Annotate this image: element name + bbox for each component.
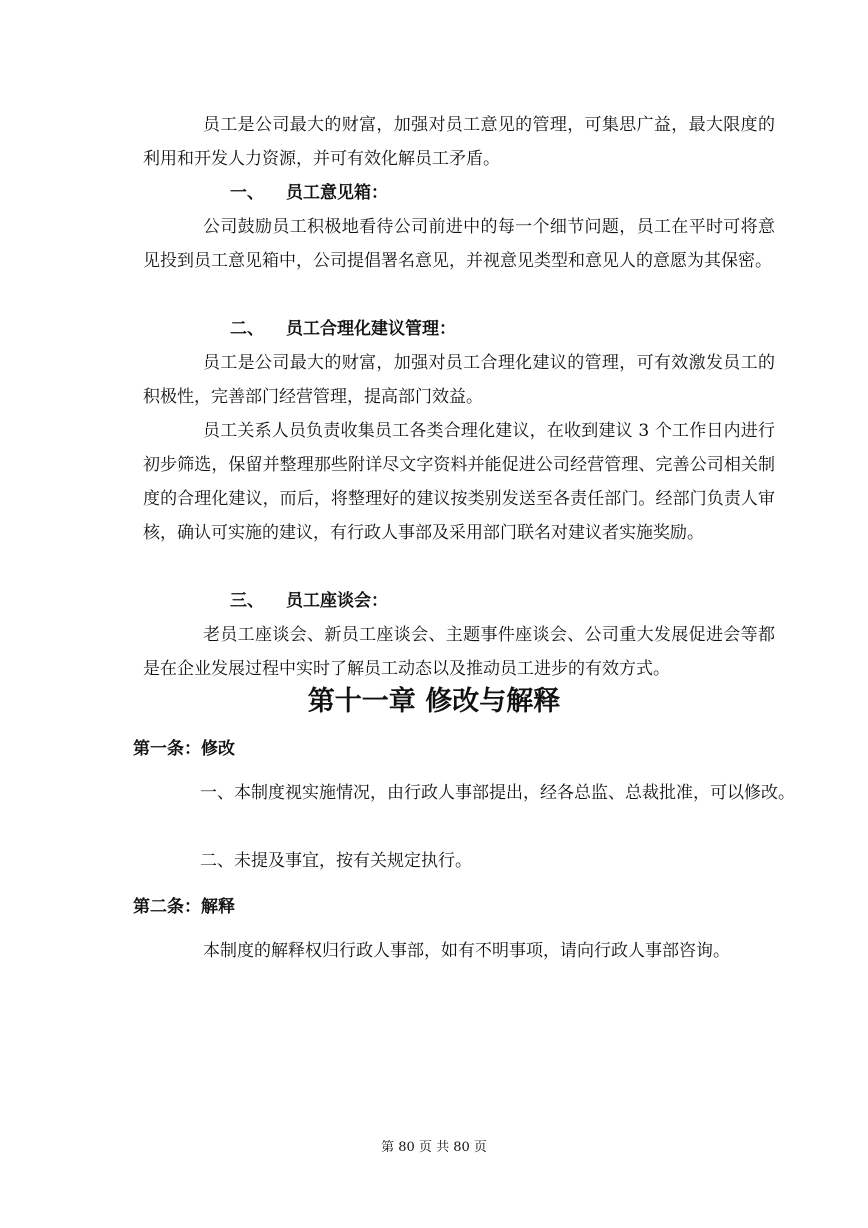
- section-title: 员工意见箱：: [286, 183, 388, 203]
- interpretation-paragraph: 本制度的解释权归行政人事部，如有不明事项，请向行政人事部咨询。: [203, 941, 730, 961]
- section-number: 一、: [230, 183, 264, 203]
- section-heading-suggestion-box: [230, 176, 388, 210]
- section-title: 员工合理化建议管理：: [286, 319, 456, 339]
- article-heading-interpretation: 第二条：解释: [133, 897, 235, 917]
- section-heading-rational-suggestions: [230, 312, 456, 346]
- section-body-paragraph: 公司鼓励员工积极地看待公司前进中的每一个细节问题，员工在平时可将意见投到员工意见箱中，公司提倡署名意见，并视意见类型和意见人的意愿为其保密。: [143, 217, 775, 271]
- section-body-paragraph: 员工是公司最大的财富，加强对员工合理化建议的管理，可有效激发员工的积极性，完善部门经营管理，提高部门效益。: [143, 353, 775, 407]
- section-number: 二、: [230, 319, 264, 339]
- page-footer: 第 80 页 共 80 页: [381, 1140, 487, 1155]
- section-heading-symposium: [230, 584, 388, 618]
- section-body-paragraph: 老员工座谈会、新员工座谈会、主题事件座谈会、公司重大发展促进会等都是在企业发展过程中实时了解员工动态以及推动员工进步的有效方式。: [143, 625, 775, 679]
- list-item: 二、未提及事宜，按有关规定执行。: [200, 851, 472, 871]
- article-heading-amendment: 第一条：修改: [133, 739, 235, 759]
- list-item: 一、本制度视实施情况，由行政人事部提出，经各总监、总裁批准，可以修改。: [200, 783, 795, 803]
- intro-paragraph: 员工是公司最大的财富，加强对员工意见的管理，可集思广益，最大限度的利用和开发人力资源，并可有效化解员工矛盾。: [143, 115, 775, 169]
- section-title: 员工座谈会：: [286, 591, 388, 611]
- chapter-title: 第十一章 修改与解释: [307, 686, 561, 717]
- section-body-paragraph: 员工关系人员负责收集员工各类合理化建议，在收到建议 3 个工作日内进行初步筛选，保留并整理那些附详尽文字资料并能促进公司经营管理、完善公司相关制度的合理化建议，而后，将整理好的建议按类别发送至各责任部门。经部门负责人审核，确认可实施的建议，有行政人事部及采用部门联名对建议者实施奖励。: [143, 421, 775, 543]
- section-number: 三、: [230, 591, 264, 611]
